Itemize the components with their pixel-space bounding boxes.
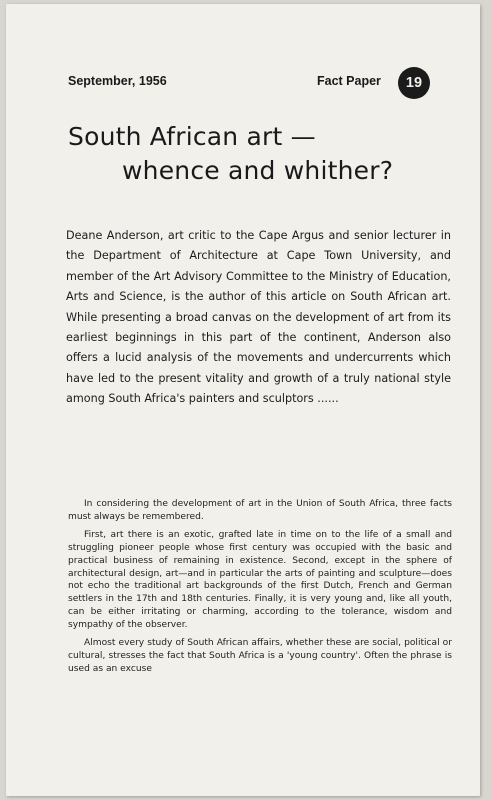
fact-paper-number-badge: 19 <box>398 67 430 99</box>
document-page <box>6 4 480 796</box>
intro-paragraph: Deane Anderson, art critic to the Cape Argus and senior lecturer in the Department of Architecture at Cape Town University, and member of the Art Advisory Committee to the Ministry of Education, Arts and Science, is the author of this article on South African art. While presenting a broad canvas on the development of art from its earliest beginnings in this part of the continent, Anderson also offers a lucid analysis of the movements and undercurrents which have led to the present vitality and growth of a truly national style among South Africa's painters and sculptors ...... <box>66 229 451 406</box>
article-body <box>68 498 452 681</box>
body-paragraph: In considering the development of art in the Union of South Africa, three facts must always be remembered. <box>68 499 452 522</box>
title-line-1: South African art — <box>68 122 316 151</box>
publication-date: September, 1956 <box>68 74 167 88</box>
body-paragraph: Almost every study of South African affairs, whether these are social, political or cultural, stresses the fact that South Africa is a 'young country'. Often the phrase is used as an excuse <box>68 638 452 674</box>
title-line-2: whence and whither? <box>122 156 394 185</box>
body-paragraph: First, art there is an exotic, grafted late in time on to the life of a small and struggling pioneer people whose first century was occupied with the basic and practical business of remaining in existence. Second, except in the sphere of architectural design, art—and in particular the arts of painting and sculpture—does not echo the traditional art backgrounds of the first Dutch, French and German settlers in the 17th and 18th centuries. Finally, it is very young and, like all youth, can be either irritating or charming, according to the tolerance, wisdom and sympathy of the observer. <box>68 529 452 631</box>
article-title <box>6 120 480 188</box>
fact-paper-label: Fact Paper <box>317 74 381 88</box>
